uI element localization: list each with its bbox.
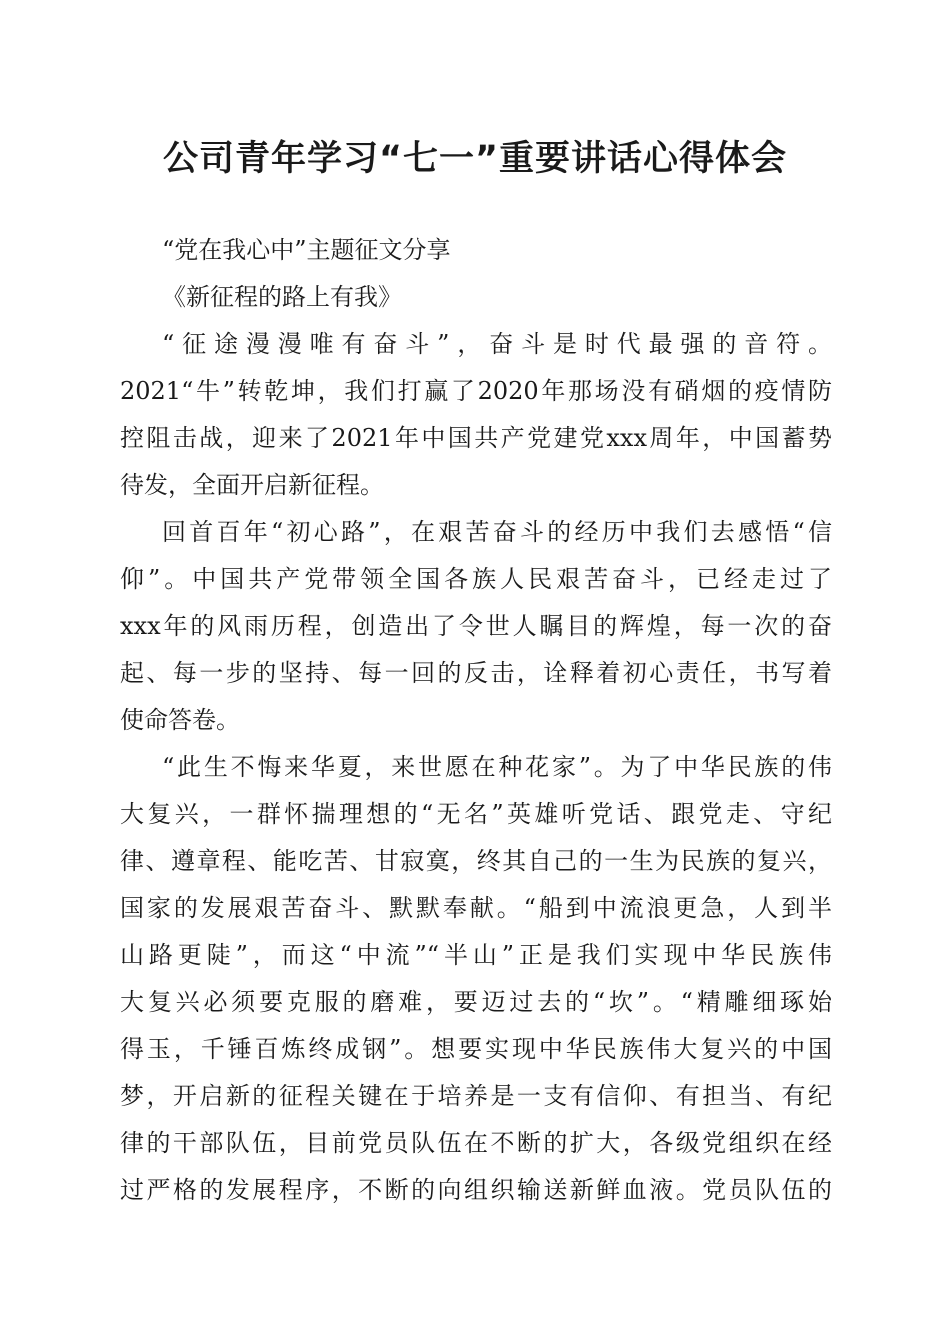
paragraph-1-line: 待发，全面开启新征程。	[120, 471, 384, 499]
document-title: 公司青年学习“七一”重要讲话心得体会	[162, 139, 787, 179]
paragraph-3-line: 得玉，千锤百炼终成钢”。想要实现中华民族伟大复兴的中国	[120, 1035, 832, 1063]
paragraph-3-line: 律的干部队伍，目前党员队伍在不断的扩大，各级党组织在经	[120, 1129, 832, 1157]
paragraph-3-line: 国家的发展艰苦奋斗、默默奉献。“船到中流浪更急，人到半	[120, 894, 832, 922]
subtitle-theme: “党在我心中”主题征文分享	[162, 236, 451, 264]
paragraph-3-line: 过严格的发展程序，不断的向组织输送新鲜血液。党员队伍的	[120, 1176, 832, 1204]
paragraph-1-line: 控阻击战，迎来了2021年中国共产党建党xxx周年，中国蓄势	[120, 424, 832, 452]
paragraph-3-line: 大复兴必须要克服的磨难，要迈过去的“坎”。“精雕细琢始	[120, 988, 832, 1016]
paragraph-3-line: 大复兴，一群怀揣理想的“无名”英雄听党话、跟党走、守纪	[120, 800, 832, 828]
paragraph-3-line: 山路更陡”，而这“中流”“半山”正是我们实现中华民族伟	[120, 941, 832, 969]
paragraph-2-line: 使命答卷。	[120, 706, 240, 734]
paragraph-1-line: 2021“牛”转乾坤，我们打赢了2020年那场没有硝烟的疫情防	[120, 377, 832, 405]
paragraph-2-line: xxx年的风雨历程，创造出了令世人瞩目的辉煌，每一次的奋	[120, 612, 832, 640]
subtitle-essay: 《新征程的路上有我》	[162, 283, 402, 311]
paragraph-2-line: 起、每一步的坚持、每一回的反击，诠释着初心责任，书写着	[120, 659, 832, 687]
document-body	[120, 227, 832, 1214]
paragraph-2-line: 回首百年“初心路”，在艰苦奋斗的经历中我们去感悟“信	[162, 518, 832, 546]
paragraph-2-line: 仰”。中国共产党带领全国各族人民艰苦奋斗，已经走过了	[120, 565, 832, 593]
paragraph-3-line: 梦，开启新的征程关键在于培养是一支有信仰、有担当、有纪	[120, 1082, 832, 1110]
paragraph-3-line: 律、遵章程、能吃苦、甘寂寞，终其自己的一生为民族的复兴，	[120, 847, 832, 875]
paragraph-1-line: “征途漫漫唯有奋斗”，奋斗是时代最强的音符。	[162, 330, 832, 358]
paragraph-3-line: “此生不悔来华夏，来世愿在种花家”。为了中华民族的伟	[162, 753, 832, 781]
